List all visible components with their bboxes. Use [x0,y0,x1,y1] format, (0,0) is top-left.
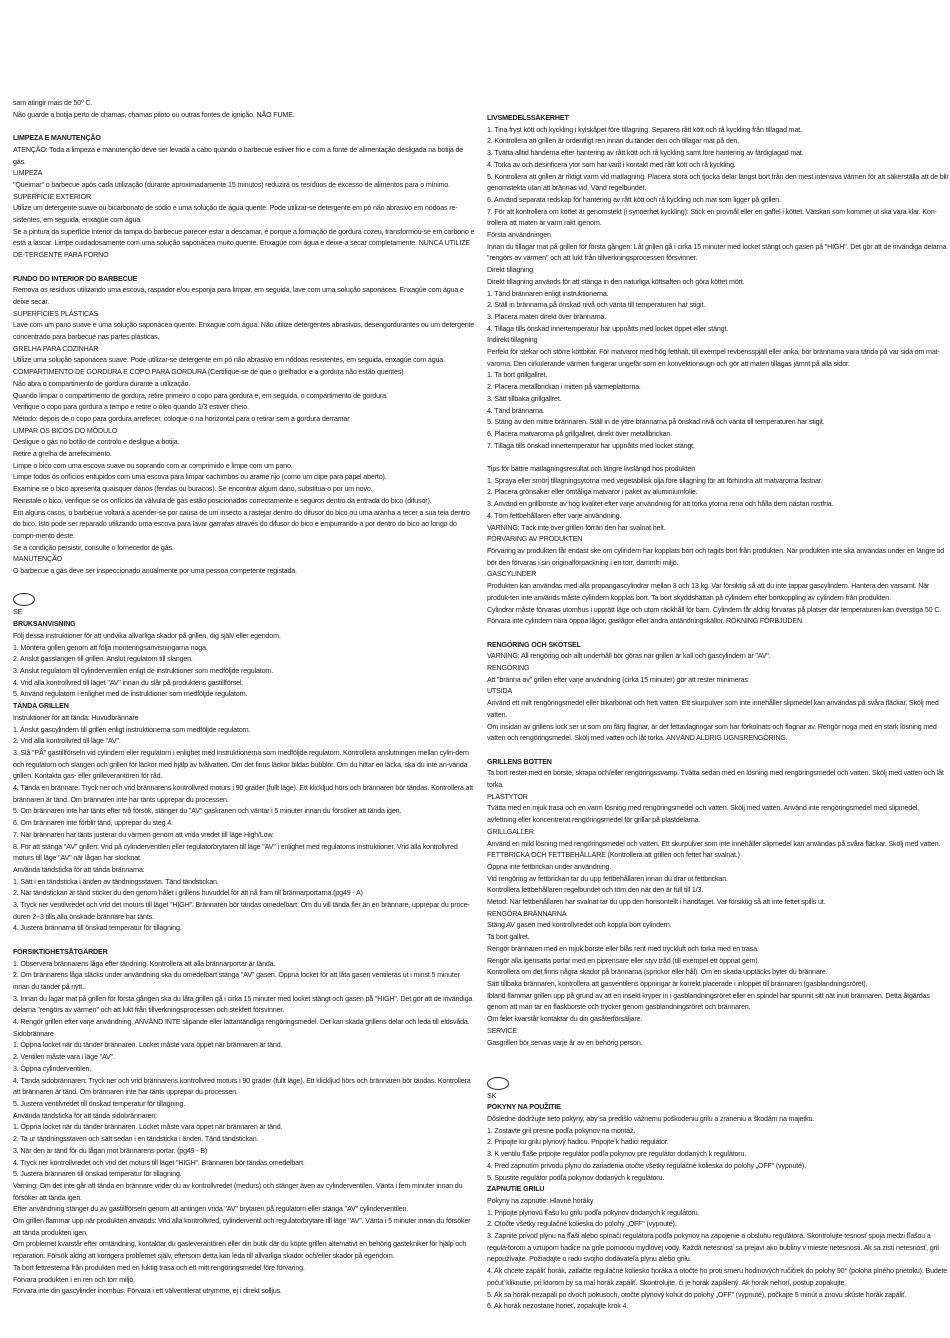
section-heading: POKYNY NA POUŽITIE [487,1103,561,1112]
text-line: 1. Tänd brännaren enligt instruktionerna. [487,289,609,298]
text-line: Om felet kvarstår kontaktar du din gasåterförsäljare. [487,1015,643,1024]
text-line: 6. Använd separata redskap för hantering av rått kött och rå kyckling och mat som ligger på grillen. [487,195,781,204]
paragraph-spacer [487,628,949,640]
text-line: 1. Ta bort grillgallret. [487,371,548,380]
paragraph-spacer [487,1049,949,1061]
text-line: 3. Använd en grillborste av hög kvalitet efter varje användning för att torka ytorna rena och hålla dem nästan rostfria. [487,500,834,509]
language-badge-oval [13,593,35,606]
text-line: 2. Kontrollera att grillen är ordentligt ren innan du tänder den och tillagar mat på den. [487,137,740,146]
text-line: Ta bort gallret. [487,933,530,942]
text-line: UTSIDA [487,687,513,696]
text-line: 5. Använd regulatorn i enlighet med de instruktioner som medföljde regulatorn. [13,690,248,699]
text-line: Ta bort rester med en borste, skrapa och/eller rengöringssvamp. Tvätta sedan med en lösning med rengöringsmedel och vatten. Skölj med vatten och låt torka. [487,769,944,790]
text-line: Använda tändsticka för att tända sidobrännaren: [13,1111,157,1120]
text-line: 1. Montera grillen genom att följa monteringsanvisningarna noga. [13,643,208,652]
text-line: 3. Slå "PÅ" gastillförseln vid cylindern eller regulatorn i enlighet med instruktionerna som medföljde regulatorn. Kontrollera anslutningen mellan cylin-dern och regulatorn och slangen och grillen för läckor med hjälp av tvålvatten. Om det finns läckor bildas bubblor. Om du hittar en läcka, ska du inte an-vända grillen. Kontakta gas- eller grilleverantören för råd. [13,748,469,781]
text-line: Första användningen [487,231,551,240]
text-line: Lave com um pano suave e uma solução saponácea quente. Enxagúe com água. Não utilize detergentes abrasivos, desengordurantes ou um detergente concentrado para barbecue nas partes plásticas. [13,321,475,342]
text-line: sam atingir mais de 50º C. [13,99,93,107]
text-line: 5. Ak sa horák nezapáli po dvoch pokusoch, otočte plynový kohút do polohy „OFF" (vypnuté), počkajte 5 minút a znovu skúste horák zapáliť. [487,1290,907,1299]
text-line: 3. Zapnite prívod plynu na fľaši alebo spínači regulátora podľa pokynov na zapojenie a obsluhu regulátora. Skontrolujte tesnosť spoja medzi fľašou a regulá-torom a vztupom hadice na grile pomocou mydlovej vody. Každá netesnosť sa prejaví ako bubliny v mieste netesnosti. Ak sa zistí netesnosť, gril nepoužívajte. Požiadajte o radu svojho dodávateľa plynu alebo grilu. [487,1232,939,1264]
paragraph-spacer [13,935,475,947]
text-line: 2. Om brännarens låga släcks under användning ska du omedelbart stänga "AV" gasen. Öppna locket för att låta gasen ventileras ut i minst 5 minuter innan du tänder på nytt.. [13,971,460,991]
text-line: SE [13,608,23,617]
text-line: PLASTYTOR [487,792,528,801]
text-line: 4. Ak chcete zapáliť horák, zatlačte regulačné koliesko horáka a otočte ho proti smeru hodinových ručičiek do polohy 90° (poloha plného prietoku). Budete počuť kliknutie, pri ktorom by sa mal horák zapáliť. Skontrolujte, či je horák zapálený. Ak horák nehorí, postup zopakujte. [487,1267,948,1287]
text-line: VARNING: All rengöring och allt underhåll bör göras när grillen är kall och gascylindern är "AV". [487,652,771,661]
text-line: 2. Otočte všetky regulačné kolieska do polohy „OFF" (vypnuté). [487,1220,677,1229]
text-line: SK [487,1091,497,1100]
text-line: Innan du tillagar mat på grillen för första gången: Låt grillen gå i cirka 15 minuter med locket stängt och gasen på "HIGH". Det gör att de invändiga delarna "rengörs av värmen" och att lukt från tillverkningsprocessen försvinner. [487,242,947,263]
text-line: Tips för bättre matlagningsresultat och längre livslängd hos produkten [487,465,696,474]
text-line: Pokyny na zapnutie: Hlavné horáky [487,1196,594,1205]
text-line: 2. Anslut gasslangen till grillen. Anslut regulatorn till slangen. [13,655,193,664]
text-line: Utilize uma solução saponácea suave. Pode utilizar-se detergente em pó não abrasivo em nódoas resistentes, em seguida, enxagúe com água. [13,356,445,365]
text-line: 3. Tvätta alltid händerna efter hantering av rått kött och rå kyckling samt före hantering av färdiglagad mat. [487,149,804,158]
section-heading: ZAPNUTIE GRILU [487,1185,545,1194]
text-line: 4. Rengör grillen efter varje användning. ANVÄND INTE slipande eller lättantändliga rengöringsmedel. Det kan skada grillens delar och leda till eldsvåda. [13,1018,470,1027]
left-column [13,98,475,1298]
text-line: 2. Ventilen måste vara i läge "AV". [13,1053,115,1062]
text-line: Gasgrillen bör servas varje år av en behörig person. [487,1038,643,1047]
language-badge-oval [487,1077,509,1090]
text-line: 1. Öppna locket när du tänder brännaren. Locket måste vara öppet när brännaren är tänd. [13,1123,283,1132]
text-line: Använda tändsticka för att tända brännarna: [13,865,145,874]
text-line: Stäng AV gasen med kontrollvredet och koppla bort cylindern. [487,921,672,930]
text-line: 2. Placera metallbrickan i mitten på värmeplattorna. [487,383,641,392]
right-column [487,113,949,1313]
section-heading: TÄNDA GRILLEN [13,702,69,711]
text-line: LIMPAR OS BICOS DO MÓDULO [13,426,118,435]
text-line: Förvara produkten i en ren och torr miljö. [13,1275,135,1284]
paragraph-spacer [13,262,475,274]
text-line: 2. När tändstickan är tänd sticker du den genom hålet i grillens huvuddel för att nå fram till brännarportarna.(pg49 - A) [13,889,363,898]
text-line: 1. Observera brännarens låga efter tändning. Kontrollera att alla brännarportar är tända. [13,959,276,968]
text-line: Rengör alla igensatta portar med en piprensare eller styv tråd (till exempel ett öppnat gem). [487,956,760,965]
section-heading: LIVSMEDELSSÄKERHET [487,114,569,122]
text-line: 2. Ta ur tändningsstaven och sätt sedan i en tändsticka i änden. Tänd tändstickan. [13,1135,259,1144]
text-line: Rengör brännaren med en mjuk borste eller blås rent med tryckluft och torka med en trasa. [487,944,759,953]
text-line: 3. Öppna cylinderventilen. [13,1064,92,1073]
text-line: 3. Placera maten direkt över brännarna. [487,312,607,321]
text-line: 7. När brännaren har tänts justerar du värmen genom att vrida vredet till läge High/Low. [13,830,274,839]
text-line: 3. Sätt tillbaka grillgallret. [487,394,562,403]
text-line: 6. Om brännaren inte förblir tänd, upprepar du steg 4. [13,819,173,828]
section-heading: FUNDO DO INTERIOR DO BARBECUE [13,274,138,283]
text-line: Förvara inte cylindern nära öppna lågor, gaslågor eller andra antändningskällor. RÖKNING FÖRBJUDEN. [487,617,804,626]
text-line: Kontrollera om det finns några skador på brännarna (sprickor eller hål). Om en skada upptäcks byter du brännare. [487,968,828,977]
text-line: 4. Vrid alla kontrollvred till läget "AV" innan du slår på produktens gastillförsel. [13,678,244,687]
text-line: Ibland flammar grillen upp på grund av att en insekt kryper in i gasblandningsröret eller en spindel har spunnit sitt nät inuti brännaren. Detta åtgärdas genom att man tar en flaskborste och trycker genom gasblandningsröret och brännaren. [487,991,930,1012]
text-line: Förvara inte din gascylinder inomhus. Förvara i ett välventilerat utrymme, ej i direkt solljus. [13,1287,282,1296]
text-line: Em alguns casos, o barbecue voltará a acender-se por causa de um insecto a rastejar dentro do difusor do bico ou uma aranha a tecer a sua teia dentro do bico. Isto pode ser reparado utilizando uma escova para lavar garrafas através do difusor do bico e empurrando-a por dentro do bico ao longo do compri-mento deste. [13,508,470,540]
text-line: 2. Vrid alla kontrollvred till läge "AV". [13,737,121,746]
text-line: 5. Spustite regulátor podľa pokynov dodaných k regulátoru. [487,1173,665,1182]
text-line: 1. Zostavte gril presne podľa pokynov na montáž. [487,1126,636,1135]
text-line: Cylindrar måste förvaras utomhus i upprätt läge och utom räckhåll för barn. Cylindern får aldrig förvaras på platser där temperaturen kan överstiga 50 C. [487,605,942,614]
text-line: 3. K ventilu fľaše pripojte regulátor podľa pokynov pre regulátor dodaných k regulátoru. [487,1150,747,1159]
text-line: 1. Tina fryst kött och kyckling i kylskåpet före tillagning. Separera rått kött och rå kyckling från tillagad mat. [487,125,802,134]
text-line: 5. Justera brännaren till önskad temperatur för tillagning. [13,1170,182,1179]
text-line: 5. Kontrollera att grillen är riktigt varm vid matlagning. Placera stora och tjocka delar längst bort från den mest intensiva värmen för att säkerställa att de blir genomstekta utan att brännas vid. Vänd regelbundet. [487,172,949,193]
text-line: Dôsledne dodržujte tieto pokyny, aby sa predišlo vážnemu poškodeniu grilu a zraneniu a škodám na majetku. [487,1114,815,1123]
text-line: Att "bränna av" grillen efter varje användning (cirka 15 minuter) gör att rester minimeras. [487,675,750,684]
text-line: Se a condição persistir, consulte o fornecedor de gás. [13,543,174,552]
text-line: GRILLGALLER [487,827,534,836]
text-line: 4. Tända sidobrännaren: Tryck ner och vrid brännarens kontrollvred moturs i 90 grader (fullt läge). Ett klickljud hörs och brännaren bör tändas. Kontrollera att brännaren är tänd. Om brännaren inte har tänts upprepar du processen. [13,1076,471,1097]
text-line: FÖRVARING AV PRODUKTEN [487,535,583,544]
text-line: SUPERFÍCIE EXTERIOR [13,192,91,201]
text-line: O barbecue a gás deve ser inspeccionado anualmente por uma pessoa competente registada. [13,567,297,576]
text-line: Om problemet kvarstår efter omtändning, kontaktar du gasleverantören eller din butik där du köpte grillen alternativt en behörig gastekniker för hjälp och reparation. Försök aldrig att korrigera problemet själv, eftersom detta kan leda till allvarliga skador och/eller skador på egendom. [13,1240,467,1261]
text-line: Följ dessa instruktioner för att undvika allvarliga skador på grillen, dig själv eller egendom. [13,631,281,640]
section-heading: LIMPEZA E MANUTENÇÃO [13,134,101,143]
text-line: Förvaring av produkten får endast ske om cylindern har kopplats bort och tagits bort från produkten. När produkten inte ska användas under en längre tid bör den förvaras i sin originalförpackning i en torr, dammfri miljö. [487,547,945,567]
text-line: 7. För att kontrollera om köttet är genomstekt (i synnerhet kyckling): Stick en provnål eller en gaffel i köttet. Vätskan som kommer ut ska vara klar. Kon-trollera att maten är varm rakt igenom. [487,207,937,228]
text-line: 3. När den är tänd för du lågan mot brännarens portar. (pg49 - B) [13,1146,208,1155]
paragraph-spacer [13,578,475,590]
text-line: 2. Ställ in brännarna på önskad nivå och vänta till temperaturen har stigit. [487,301,706,310]
text-line: VARNING: Täck inte över grillen förrän den har svalnat helt. [487,523,666,532]
text-line: Efter användning stänger du av gastillförseln genom att antingen vrida "AV" brytaren på regulatorn eller stänga "AV" cylinderventilen. [13,1205,409,1214]
text-line: 1. Anslut gascylindern till grillen enligt instruktionerna som medföljde regulatorn. [13,725,251,734]
text-line: 4. Torka av och desinficera ytor som har varit i kontakt med rått kött och rå kyckling. [487,160,736,169]
text-line: Quando limpar o compartimento de gordura, retire primeiro o copo para gordura e, em seguida, o compartimento de gordura. [13,391,388,400]
text-line: Direkt tillagning [487,266,533,275]
text-line: 3. Tryck ner ventilvredet och vrid det moturs till läget "HIGH". Brännaren bör tändas omedelbart. Om du vill tända fler än en brännare, upprepar du proce-duren 2~3 tills alla önskade brännare har tänts. [13,901,470,921]
text-line: Kontrollera fettbehållaren regelbundet och töm den när den är full till 1/3. [487,886,704,895]
text-line: FETTBRICKA OCH FETTBEHÅLLARE (Kontrollera att grillen och fettet har svalnat.) [487,851,740,860]
text-line: Om grillen flammar upp när produkten används: Vrid alla kontrollvred, cylinderventil och regulatorbrytare till läge "AV". Vänta i 5 minuter innan du försöker att tända produkten igen. [13,1217,471,1237]
text-line: 6. Ak horák nezostane horieť, zopakujte krok 4. [487,1302,629,1311]
text-line: 2. Pripojte ku grilu plynový hadicu. Pripojte k hadici regulátor. [487,1138,669,1147]
text-line: Direkt tillagning används för att stänga in den naturliga köttsaften och göra köttet mört. [487,277,745,286]
section-heading: FÖRSIKTIGHETSÅTGÄRDER [13,947,108,956]
text-line: Perfekt för stekar och större köttbitar. För matvaror med hög fetthalt, till exempel revbensspjäll eller anka, bör brännarna vara tända på var sida om mat-varorna. Den cirkulerande värmen fungerar ungefär som en konvektionsugn och gör att maten tillagas jämnt på alla sidor. [487,348,940,368]
text-line: Använd ett milt rengöringsmedel eller bikarbonat och hett vatten. Ett skurpulver som inte innehåller slipmedel kan användas på svåra fläckar. Skölj med vatten. [487,699,939,719]
text-line: Sätt tillbaka brännaren, kontrollera att gasventilens öppningar är korrekt placerade i inloppet till brännaren (gasblandningsröret). [487,979,868,988]
text-line: LIMPEZA [13,169,43,178]
text-line: Metod: När fettbehållaren har svalnat tar du upp den horisontellt i handtaget. Var försiktig så att inte fettet spills ut. [487,898,826,907]
section-heading: GRILLENS BOTTEN [487,757,552,766]
text-line: Vid rengöring av fettbrickan tar du upp fettbehållaren innan du drar ut fettbrickan. [487,874,728,883]
text-line: Verifique o copo para gordura a tempo e retire o óleo quando 1/3 estiver cheio. [13,403,249,412]
text-line: SUPERFÍCIES PLÁSTICAS [13,309,99,318]
text-line: Använd en mild lösning med rengöringsmedel och vatten. Ett skurpulver som inte innehåller slipmedel kan användas på svåra fläckar. Skölj med vatten. [487,839,941,848]
text-line: Produkten kan användas med alla propangascylindrar mellan 3 och 13 kg. Var försiktig så att du inte tappar gascylindern. Hantera den varsamt. När produk-ten inte används måste cylindern kopplas bort. Ta bort skyddshättan på cylindern efter bortkoppling av cylindern från produkten. [487,582,930,602]
text-line: Retire a grelha de arrefecimento. [13,450,112,459]
paragraph-spacer [487,745,949,757]
text-line: RENGÖRING [487,664,530,673]
paragraph-spacer [487,1061,949,1073]
text-line: RENGÖRA BRÄNNARNA [487,909,567,918]
text-line: 1. Spraya eller smörj tillagningsytorna med vegetabilisk olja före tillagning för att förhindra att matvarorna fastnar. [487,476,823,485]
text-line: Ta bort fettresterna från produkten med en fuktig trasa och ett mitt rengöringsmedel före förvaring. [13,1263,305,1272]
text-line: 4. Tillaga tills önskad innertemperatur har uppnåtts med locket öppet eller stängt. [487,324,729,333]
text-line: "Queimar" o barbecue após cada utilização (durante aproximadamente 15 minutos) reduzirá os resíduos de excesso de alimentos para o mínimo. [13,180,451,189]
text-line: Sidobrännare [13,1029,54,1038]
text-line: 5. Justera ventilvredet till önskad temperatur för tillagning. [13,1100,186,1108]
text-line: 3. Anslut regulatorn till cylinderventilen enligt de instruktioner som medföljde regulatorn. [13,667,274,675]
paragraph-spacer [487,452,949,464]
text-line: 4. Tända en brännare: Tryck ner och vrid brännarens kontrollvred moturs i 90 grader (fullt läge). Ett klickljud hörs och brännaren bör tändas. Kontrollera att brännaren är tänd. Om brännaren inte har tänts upprepar du processen. [13,784,473,804]
text-line: Desligue o gás no botão de controlo e desligue a botija. [13,438,180,447]
text-line: 4. Pred zapnutím prívodu plynu do zariadenia otočte všetky regulačné kolieska do polohy „OFF" (vypnuté). [487,1161,806,1170]
text-line: MANUTENÇÃO [13,555,62,564]
text-line: Examine se o bico apresenta quaisquer danos (fendas ou buracos). Se encontrar algum dano, substitua-o por um novo. [13,485,373,494]
text-line: GRELHA PARA COZINHAR [13,344,99,353]
text-line: Não abra o compartimento de gordura durante a utilização. [13,379,191,388]
section-heading: BRUKSANVISNING [13,620,76,629]
text-line: 5. Om brännaren inte har tänts efter två försök, stänger du "AV" gaskranen och väntar i 5 minuter innan du försöker att tända igen. [13,807,402,816]
text-line: Öppna inte fettbrickan under användning. [487,862,612,871]
text-line: Limpe o bico com uma escova suave ou soprando com ar comprimido e limpe com um pano. [13,461,293,470]
text-line: Varning: Om det inte går att tända en brännare vrider du av kontrollvredet (medurs) och stänger även av cylinderventilen. Vänta i fem minuter innan du försöker att tända igen. [13,1181,463,1202]
text-line: Indirekt tillagning [487,336,538,345]
text-line: Método: depois de o copo para gordura arrefecer, coloque-o na horizontal para o retirar sem a gordura derramar [13,414,350,423]
text-line: Se a pintura da superfície interior da tampa do barbecue parecer estar a descamar, é porque a formação de gordura cozeu, transformou-se em carbono e está a lascar. Limpe cuidadosamente com uma solução saponácea muito quente. Enxagúe com água e deixe-a secar completamente. NUNCA UTILIZE DE-TERGENTE PARA FORNO [13,227,475,260]
text-line: SERVICE [487,1026,517,1035]
paragraph-spacer [13,121,475,133]
text-line: Om insidan av grillens lock ser ut som om färg flagnar, är det fettavlagringar som har förkolnats och flagnar av. Rengör noga med en stark lösning med vatten och rengöringsmedel. Skölj med vatten och låt torka. ANVÄND ALDRIG UGNSRENGÖRING. [487,722,937,743]
section-heading: RENGÖRING OCH SKÖTSEL [487,640,581,649]
text-line: Tvätta med en mjuk trasa och en varm lösning med rengöringsmedel och vatten. Skölj med vatten. Använd inte rengöringsmedel med slipmedel, avfettning eller koncentrerat rengöringsmedel för grillar på plastdelarna. [487,804,920,825]
text-line: 1. Sätt i en tändsticka i änden av tändningsstaven. Tänd tändstickan. [13,877,219,886]
text-line: Reinstale o bico, verifique se os orifícios da válvula de gás estão posicionados correctamente e seguros dentro da entrada do bico (difusor). [13,496,432,505]
text-line: 4. Tänd brännarna. [487,406,545,415]
text-line: COMPARTIMENTO DE GORDURA E COPO PARA GORDURA (Certifique-se de que o grelhador e a gordura não estão quentes) [13,368,404,377]
text-line: 1. Pripojte plynovú fľašu ku grilu podľa pokynov dodaných k regulátoru. [487,1208,700,1217]
text-line: Instruktioner för att tända: Huvudbrännare [13,713,139,722]
text-line: 1. Öppna locket när du tänder brännaren. Locket måste vara öppet när brännaren är tänd. [13,1041,283,1050]
text-line: 4. Justera brännarna till önskad temperatur för tillagning. [13,924,182,933]
text-line: 6. Placera matvarorna på grillgallret, direkt över metallbrickan. [487,429,673,438]
text-line: Não guarde a botija perto de chamas, chamas piloto ou outras fontes de ignição. NÃO FUME. [13,110,295,119]
text-line: 8. För att stänga "AV" grillen: Vrid på cylinderventilen eller regulatorbrytaren till läge "AV" i enlighet med regulatorns instruktioner. Vrid alla kontrollvred moturs till läge "AV" när lågan har slocknat. [13,842,458,863]
text-line: 3. Innan du lagar mat på grillen för första gången ska du låta grillen gå i cirka 15 minuter med locket stängt och gasen på "HIGH". Det gör att de invändiga delarna "rengörs av värmen" och att lukt från tillverkningsprocessen och stekfett försvinner. [13,994,473,1015]
text-line: 4. Töm fettbehållaren efter varje användning. [487,511,622,520]
text-line: GASCYLINDER [487,570,537,579]
text-line: Remova os resíduos utilizando uma escova, raspador e/ou esponja para limpar, em seguida, lave com uma solução saponácea. Enxagúe com água e deixe secar. [13,286,464,306]
text-line: 7. Tillaga tills önskad innertemperatur har uppnåtts med locket stängt. [487,441,695,450]
text-line: ATENÇÃO: Toda a limpeza e manutenção deve ser levada a cabo quando o barbecue estiver frio e com a fonte de alimentação desligada na botija de gás. [13,145,464,166]
text-line: 4. Tryck ner kontrollvredet och vrid det moturs till läget "HIGH". Brännaren bör tändas omedelbart. [13,1158,305,1167]
text-line: Utilize um detergente suave ou bicarbonato de sódio e uma solução de água quente. Pode utilizar-se detergente em pó não abrasivo em nódoas re-sistentes, em seguida, enxagúe com água. [13,204,458,225]
text-line: 5. Stäng av den mittre brännaren. Ställ in de yttre brännarna på önskad nivå och vänta till temperaturen har stigit. [487,418,825,427]
text-line: Limpe todos os orifícios entupidos com uma escova para limpar cachimbos ou arame rijo (como um clipe para papel aberto). [13,473,387,482]
text-line: 2. Placera grönsaker eller ömtåliga matvaror i paket av aluminiumfolie. [487,488,698,497]
